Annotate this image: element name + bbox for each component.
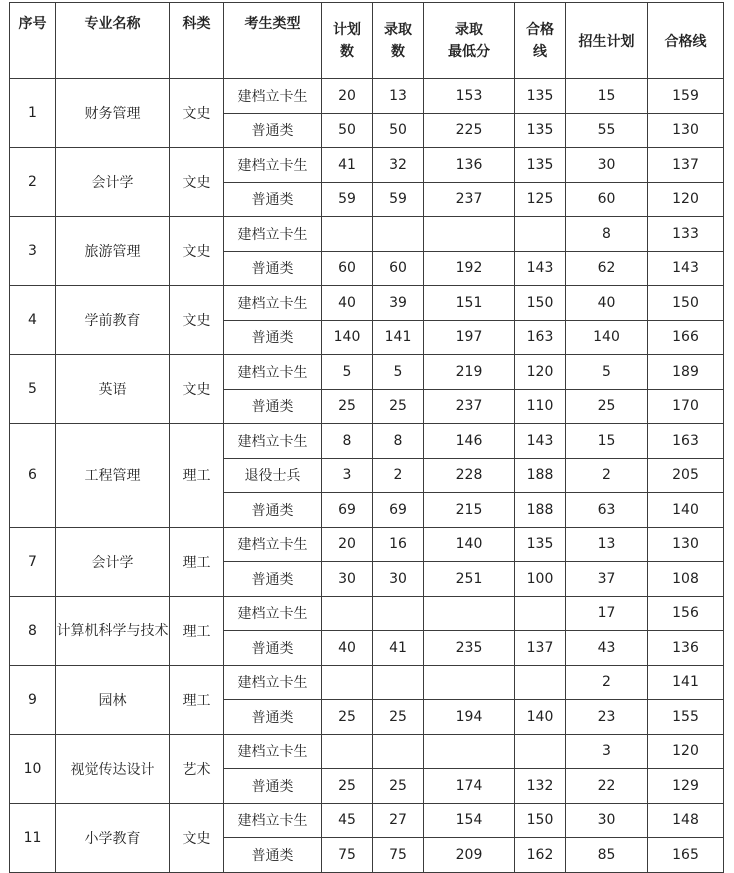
cell-min-score: 235 (424, 631, 515, 666)
cell-candidate-type: 普通类 (224, 389, 322, 424)
cell-candidate-type: 普通类 (224, 562, 322, 597)
cell-pass-line-2: 166 (648, 320, 724, 355)
cell-pass-line-1: 162 (515, 838, 566, 873)
cell-pass-line-1: 135 (515, 148, 566, 183)
cell-min-score: 153 (424, 79, 515, 114)
cell-pass-line-2: 120 (648, 182, 724, 217)
header-major: 专业名称 (56, 3, 170, 79)
cell-pass-line-1: 150 (515, 803, 566, 838)
cell-candidate-type: 退役士兵 (224, 458, 322, 493)
cell-major: 会计学 (56, 527, 170, 596)
cell-candidate-type: 普通类 (224, 769, 322, 804)
cell-pass-line-2: 189 (648, 355, 724, 390)
header-min-score-line1: 录取 (455, 21, 483, 38)
header-no: 序号 (10, 3, 56, 79)
cell-pass-line-2: 136 (648, 631, 724, 666)
cell-candidate-type: 建档立卡生 (224, 79, 322, 114)
cell-pass-line-1: 100 (515, 562, 566, 597)
cell-admit-count: 75 (373, 838, 424, 873)
cell-admit-count: 8 (373, 424, 424, 459)
cell-admit-count: 5 (373, 355, 424, 390)
cell-admit-count: 50 (373, 113, 424, 148)
cell-enroll-plan: 8 (566, 217, 648, 252)
cell-pass-line-1: 143 (515, 251, 566, 286)
cell-no: 5 (10, 355, 56, 424)
cell-candidate-type: 普通类 (224, 700, 322, 735)
header-enroll-plan: 招生计划 (566, 3, 648, 79)
table-row (10, 355, 724, 390)
cell-pass-line-2: 133 (648, 217, 724, 252)
header-row (10, 3, 724, 79)
cell-plan-count: 30 (322, 562, 373, 597)
cell-min-score: 151 (424, 286, 515, 321)
cell-min-score: 209 (424, 838, 515, 873)
cell-candidate-type: 建档立卡生 (224, 286, 322, 321)
cell-pass-line-2: 155 (648, 700, 724, 735)
cell-plan-count (322, 665, 373, 700)
table-row (10, 79, 724, 114)
cell-candidate-type: 普通类 (224, 493, 322, 528)
cell-min-score (424, 665, 515, 700)
cell-admit-count: 2 (373, 458, 424, 493)
cell-min-score (424, 734, 515, 769)
header-plan-count (322, 3, 373, 79)
cell-pass-line-1: 150 (515, 286, 566, 321)
cell-category: 文史 (170, 286, 224, 355)
cell-admit-count (373, 734, 424, 769)
cell-admit-count (373, 217, 424, 252)
cell-admit-count: 59 (373, 182, 424, 217)
cell-major: 园林 (56, 665, 170, 734)
table-row (10, 803, 724, 838)
cell-pass-line-1: 188 (515, 493, 566, 528)
cell-admit-count (373, 665, 424, 700)
cell-major: 计算机科学与技术 (56, 596, 170, 665)
cell-category: 文史 (170, 803, 224, 872)
cell-plan-count: 69 (322, 493, 373, 528)
cell-enroll-plan: 13 (566, 527, 648, 562)
cell-pass-line-2: 141 (648, 665, 724, 700)
cell-candidate-type: 普通类 (224, 320, 322, 355)
cell-no: 3 (10, 217, 56, 286)
cell-plan-count (322, 217, 373, 252)
cell-pass-line-1: 137 (515, 631, 566, 666)
table-body (10, 79, 724, 873)
cell-min-score: 174 (424, 769, 515, 804)
table-row (10, 217, 724, 252)
cell-category: 理工 (170, 527, 224, 596)
cell-pass-line-2: 120 (648, 734, 724, 769)
header-candidate-type: 考生类型 (224, 3, 322, 79)
cell-min-score: 136 (424, 148, 515, 183)
cell-enroll-plan: 140 (566, 320, 648, 355)
cell-plan-count: 20 (322, 79, 373, 114)
cell-plan-count: 41 (322, 148, 373, 183)
cell-category: 理工 (170, 596, 224, 665)
cell-pass-line-1: 140 (515, 700, 566, 735)
cell-enroll-plan: 55 (566, 113, 648, 148)
cell-admit-count: 69 (373, 493, 424, 528)
cell-pass-line-2: 163 (648, 424, 724, 459)
cell-enroll-plan: 15 (566, 79, 648, 114)
cell-enroll-plan: 62 (566, 251, 648, 286)
cell-candidate-type: 建档立卡生 (224, 665, 322, 700)
cell-min-score: 225 (424, 113, 515, 148)
cell-min-score: 192 (424, 251, 515, 286)
cell-enroll-plan: 30 (566, 803, 648, 838)
cell-min-score: 215 (424, 493, 515, 528)
cell-plan-count: 25 (322, 389, 373, 424)
cell-min-score: 140 (424, 527, 515, 562)
cell-admit-count: 16 (373, 527, 424, 562)
cell-pass-line-1: 163 (515, 320, 566, 355)
cell-enroll-plan: 15 (566, 424, 648, 459)
cell-min-score (424, 596, 515, 631)
cell-no: 6 (10, 424, 56, 528)
cell-pass-line-2: 159 (648, 79, 724, 114)
cell-category: 理工 (170, 424, 224, 528)
cell-pass-line-1: 125 (515, 182, 566, 217)
cell-pass-line-1 (515, 665, 566, 700)
cell-pass-line-2: 165 (648, 838, 724, 873)
cell-plan-count: 3 (322, 458, 373, 493)
admission-score-table (9, 2, 724, 873)
header-admit-count-line1: 录取 (384, 21, 412, 38)
cell-major: 视觉传达设计 (56, 734, 170, 803)
cell-pass-line-1: 188 (515, 458, 566, 493)
header-plan-count-line2: 数 (340, 43, 354, 60)
cell-admit-count: 39 (373, 286, 424, 321)
cell-admit-count: 25 (373, 700, 424, 735)
cell-pass-line-2: 137 (648, 148, 724, 183)
table-row (10, 286, 724, 321)
cell-pass-line-2: 205 (648, 458, 724, 493)
cell-min-score: 251 (424, 562, 515, 597)
cell-pass-line-1: 135 (515, 527, 566, 562)
cell-candidate-type: 建档立卡生 (224, 217, 322, 252)
cell-no: 9 (10, 665, 56, 734)
cell-min-score: 197 (424, 320, 515, 355)
cell-category: 艺术 (170, 734, 224, 803)
cell-candidate-type: 普通类 (224, 113, 322, 148)
cell-candidate-type: 建档立卡生 (224, 803, 322, 838)
cell-no: 11 (10, 803, 56, 872)
cell-no: 10 (10, 734, 56, 803)
cell-admit-count: 41 (373, 631, 424, 666)
table-row (10, 148, 724, 183)
cell-plan-count: 60 (322, 251, 373, 286)
header-admit-count (373, 3, 424, 79)
cell-pass-line-2: 143 (648, 251, 724, 286)
cell-major: 学前教育 (56, 286, 170, 355)
header-min-score (424, 3, 515, 79)
cell-pass-line-1: 143 (515, 424, 566, 459)
cell-pass-line-2: 129 (648, 769, 724, 804)
cell-enroll-plan: 5 (566, 355, 648, 390)
table-row (10, 527, 724, 562)
cell-plan-count: 59 (322, 182, 373, 217)
cell-admit-count: 141 (373, 320, 424, 355)
cell-category: 文史 (170, 148, 224, 217)
cell-min-score: 228 (424, 458, 515, 493)
cell-enroll-plan: 30 (566, 148, 648, 183)
cell-admit-count: 30 (373, 562, 424, 597)
cell-min-score: 194 (424, 700, 515, 735)
cell-admit-count: 60 (373, 251, 424, 286)
cell-admit-count: 25 (373, 769, 424, 804)
cell-major: 小学教育 (56, 803, 170, 872)
cell-pass-line-2: 130 (648, 527, 724, 562)
cell-major: 工程管理 (56, 424, 170, 528)
cell-min-score: 237 (424, 182, 515, 217)
cell-pass-line-2: 140 (648, 493, 724, 528)
cell-candidate-type: 建档立卡生 (224, 734, 322, 769)
cell-min-score: 154 (424, 803, 515, 838)
cell-pass-line-2: 148 (648, 803, 724, 838)
cell-admit-count: 32 (373, 148, 424, 183)
cell-no: 8 (10, 596, 56, 665)
cell-plan-count (322, 734, 373, 769)
header-pass-line-1-line2: 线 (533, 43, 547, 60)
cell-candidate-type: 普通类 (224, 631, 322, 666)
cell-plan-count: 40 (322, 286, 373, 321)
cell-candidate-type: 建档立卡生 (224, 527, 322, 562)
cell-pass-line-1: 120 (515, 355, 566, 390)
cell-min-score: 237 (424, 389, 515, 424)
table-row (10, 424, 724, 459)
header-category: 科类 (170, 3, 224, 79)
cell-enroll-plan: 37 (566, 562, 648, 597)
cell-no: 2 (10, 148, 56, 217)
cell-enroll-plan: 3 (566, 734, 648, 769)
cell-major: 旅游管理 (56, 217, 170, 286)
cell-pass-line-1: 132 (515, 769, 566, 804)
cell-plan-count: 45 (322, 803, 373, 838)
cell-category: 文史 (170, 217, 224, 286)
cell-candidate-type: 建档立卡生 (224, 355, 322, 390)
cell-enroll-plan: 63 (566, 493, 648, 528)
cell-pass-line-1 (515, 596, 566, 631)
cell-plan-count: 20 (322, 527, 373, 562)
cell-enroll-plan: 25 (566, 389, 648, 424)
cell-category: 理工 (170, 665, 224, 734)
cell-enroll-plan: 23 (566, 700, 648, 735)
cell-pass-line-1: 110 (515, 389, 566, 424)
cell-admit-count: 25 (373, 389, 424, 424)
cell-plan-count: 8 (322, 424, 373, 459)
cell-enroll-plan: 40 (566, 286, 648, 321)
cell-plan-count: 140 (322, 320, 373, 355)
header-plan-count-line1: 计划 (333, 21, 361, 38)
cell-plan-count (322, 596, 373, 631)
cell-pass-line-1 (515, 734, 566, 769)
cell-enroll-plan: 22 (566, 769, 648, 804)
cell-admit-count (373, 596, 424, 631)
cell-enroll-plan: 43 (566, 631, 648, 666)
cell-admit-count: 13 (373, 79, 424, 114)
cell-category: 文史 (170, 355, 224, 424)
cell-enroll-plan: 2 (566, 665, 648, 700)
header-pass-line-2: 合格线 (648, 3, 724, 79)
cell-plan-count: 75 (322, 838, 373, 873)
cell-pass-line-2: 170 (648, 389, 724, 424)
cell-major: 英语 (56, 355, 170, 424)
header-admit-count-line2: 数 (391, 43, 405, 60)
header-min-score-line2: 最低分 (448, 43, 490, 60)
table-row (10, 665, 724, 700)
cell-no: 4 (10, 286, 56, 355)
table-row (10, 596, 724, 631)
cell-major: 会计学 (56, 148, 170, 217)
cell-enroll-plan: 85 (566, 838, 648, 873)
cell-pass-line-1: 135 (515, 113, 566, 148)
cell-enroll-plan: 60 (566, 182, 648, 217)
cell-min-score: 219 (424, 355, 515, 390)
cell-candidate-type: 普通类 (224, 182, 322, 217)
cell-candidate-type: 普通类 (224, 251, 322, 286)
cell-enroll-plan: 17 (566, 596, 648, 631)
cell-plan-count: 40 (322, 631, 373, 666)
cell-candidate-type: 建档立卡生 (224, 148, 322, 183)
cell-min-score: 146 (424, 424, 515, 459)
cell-pass-line-2: 130 (648, 113, 724, 148)
header-pass-line-1-line1: 合格 (526, 21, 554, 38)
cell-pass-line-2: 156 (648, 596, 724, 631)
cell-enroll-plan: 2 (566, 458, 648, 493)
header-pass-line-1 (515, 3, 566, 79)
cell-pass-line-1: 135 (515, 79, 566, 114)
cell-no: 7 (10, 527, 56, 596)
cell-plan-count: 5 (322, 355, 373, 390)
cell-plan-count: 25 (322, 769, 373, 804)
cell-pass-line-2: 108 (648, 562, 724, 597)
cell-category: 文史 (170, 79, 224, 148)
cell-no: 1 (10, 79, 56, 148)
cell-plan-count: 25 (322, 700, 373, 735)
cell-admit-count: 27 (373, 803, 424, 838)
cell-pass-line-1 (515, 217, 566, 252)
cell-candidate-type: 普通类 (224, 838, 322, 873)
cell-min-score (424, 217, 515, 252)
cell-pass-line-2: 150 (648, 286, 724, 321)
cell-candidate-type: 建档立卡生 (224, 424, 322, 459)
cell-candidate-type: 建档立卡生 (224, 596, 322, 631)
cell-plan-count: 50 (322, 113, 373, 148)
cell-major: 财务管理 (56, 79, 170, 148)
table-row (10, 734, 724, 769)
